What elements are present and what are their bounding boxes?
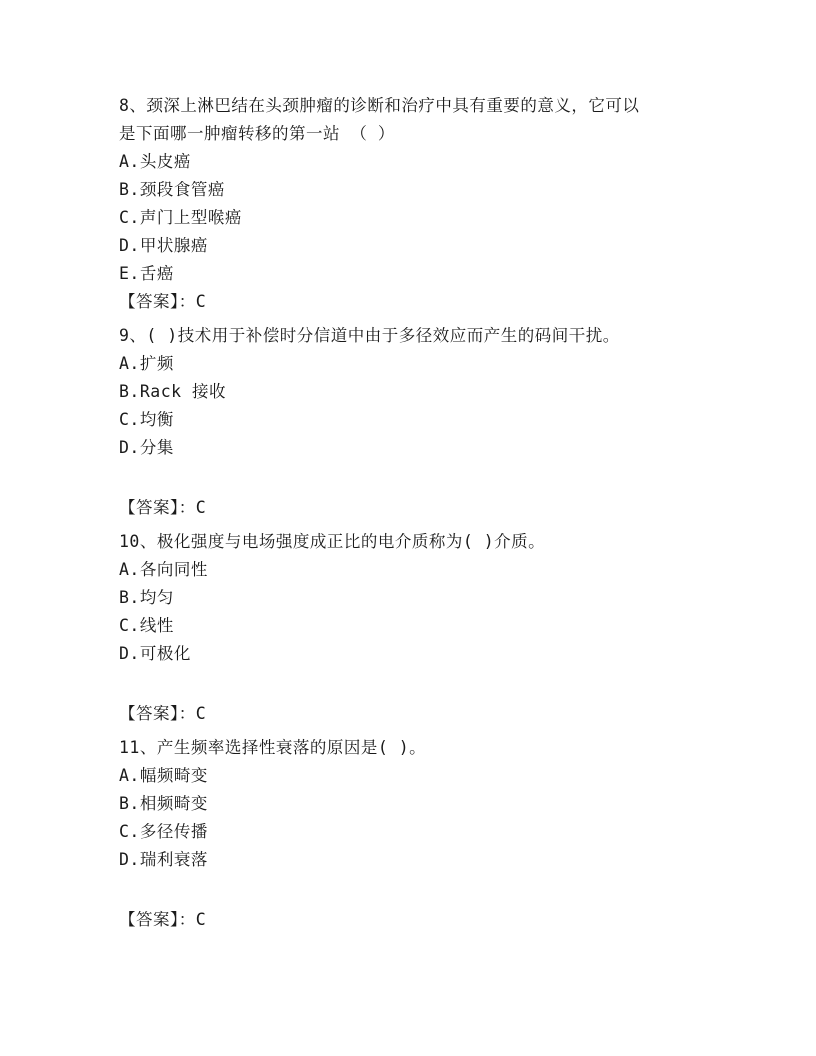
option-d: D.甲状腺癌 — [119, 236, 208, 255]
question-stem: 11、产生频率选择性衰落的原因是( )。 — [119, 738, 427, 757]
question-stem: 9、( )技术用于补偿时分信道中由于多径效应而产生的码间干扰。 — [119, 326, 620, 345]
exam-page — [119, 92, 719, 934]
question-11 — [119, 734, 719, 934]
option-c: C.多径传播 — [119, 822, 208, 841]
question-8 — [119, 92, 719, 316]
option-c: C.声门上型喉癌 — [119, 208, 242, 227]
option-e: E.舌癌 — [119, 264, 174, 283]
option-a: A.幅频畸变 — [119, 766, 208, 785]
option-b: B.均匀 — [119, 588, 174, 607]
option-a: A.各向同性 — [119, 560, 208, 579]
option-d: D.分集 — [119, 438, 174, 457]
question-10 — [119, 528, 719, 728]
question-stem: 8、颈深上淋巴结在头颈肿瘤的诊断和治疗中具有重要的意义，它可以 — [119, 96, 640, 115]
answer-line: 【答案】：C — [119, 910, 207, 929]
answer-line: 【答案】：C — [119, 704, 207, 723]
option-b: B.相频畸变 — [119, 794, 208, 813]
option-d: D.可极化 — [119, 644, 191, 663]
question-9 — [119, 322, 719, 522]
option-c: C.线性 — [119, 616, 174, 635]
option-b: B.Rack 接收 — [119, 382, 227, 401]
answer-line: 【答案】：C — [119, 292, 207, 311]
answer-line: 【答案】：C — [119, 498, 207, 517]
option-c: C.均衡 — [119, 410, 174, 429]
option-a: A.头皮癌 — [119, 152, 191, 171]
option-b: B.颈段食管癌 — [119, 180, 225, 199]
question-stem: 10、极化强度与电场强度成正比的电介质称为( )介质。 — [119, 532, 546, 551]
question-stem-continued: 是下面哪一肿瘤转移的第一站 （ ） — [119, 124, 395, 143]
option-a: A.扩频 — [119, 354, 174, 373]
option-d: D.瑞利衰落 — [119, 850, 208, 869]
